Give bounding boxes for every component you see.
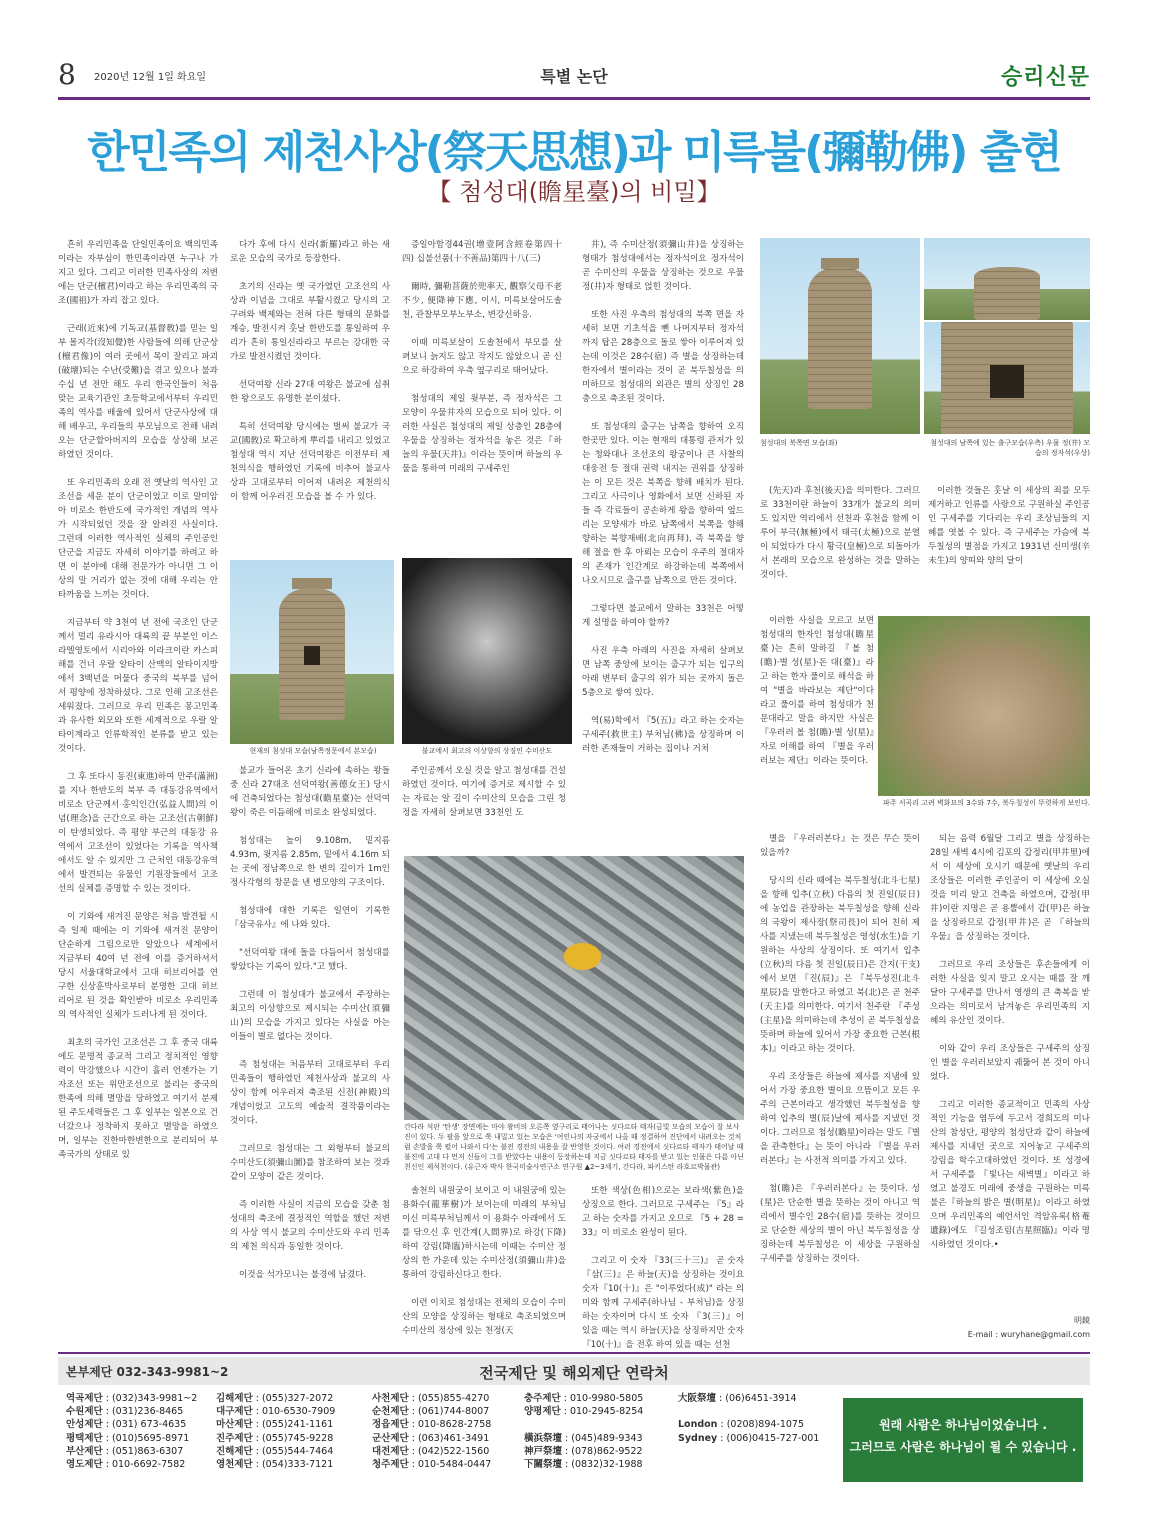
paragraph: 불교가 들어온 초기 신라에 속하는 왕들 중 신라 27대조 선덕여왕(善德女王) 당시에 건축되었다는 첨성대(瞻星臺)는 선덕여왕이 죽은 이듬해에 비로소 완성되었다. xyxy=(230,766,390,818)
cheomseongdae-top-photo xyxy=(924,238,1090,320)
paragraph: 선덕여왕 신라 27대 여왕은 불교에 심취한 왕으로도 유명한 분이셨다. xyxy=(230,380,390,404)
article-column-4-top xyxy=(582,238,744,844)
article-column-6-top xyxy=(928,484,1090,614)
directory-entry: 정읍제단 : 010-8628-2758 xyxy=(372,1419,492,1431)
paragraph: 그리고 이 숫자 『33(三十三)』 곧 숫자 『삼(三)』은 하늘(天)을 상징하는 것이요 숫자『10(十)』은 "이루었다(成)" 라는 의미와 함께 구세주(하나님 - 부처님)을 상징하는 숫자이며 다시 또 숫자 『3(三)』이 있을 때는 역시 하늘(天)을 상징하지만 숫자 『10(十)』을 전후 하여 있을 때는 선천 xyxy=(582,1256,744,1350)
article-headline: 한민족의 제천사상(祭天思想)과 미륵불(彌勒佛) 출현 xyxy=(87,127,1061,178)
paragraph: 그러므로 우리 조상들은 후손들에게 이러한 사실을 잊지 말고 오시는 때를 잘 깨달아 구세주를 만나서 영생의 큰 축복을 받으라는 의미로서 남겨놓은 우리민족의 지혜의 유산인 것이다. xyxy=(930,960,1090,1026)
paragraph: 이때 미륵보살이 도솔천에서 부모를 살펴보니 늙지도 않고 작지도 않았으니 곧 신으로 하강하여 우측 옆구리로 태어났다. xyxy=(402,338,562,376)
directory-entry xyxy=(678,1405,819,1418)
paragraph: 또 우리민족의 오래 전 옛날의 역사인 고조선을 세운 분이 단군이었고 이로 말미암아 비로소 한반도에 국가적인 개념의 역사가 시작되었던 것을 잘 알려진 사실이다. 그런데 이러한 역사적인 실체의 주인공인 단군을 지금도 자세히 이야기를 하려고 하면 이 분야에 대해 전문가가 아니면 그 이상의 말 거리가 없는 것에 대해 우리는 안타까움을 느끼는 것이다. xyxy=(58,478,218,600)
paragraph: 이와 같이 우리 조상들은 구세주의 상징인 별을 우러러보았지 궤뚫어 본 것이 아니었다. xyxy=(930,1044,1090,1082)
article-column-5-narrow xyxy=(760,614,874,824)
caption-sumisan: 불교에서 최고의 이상향의 상징인 수미산도 xyxy=(421,747,553,755)
directory-entry: 영천제단 : (054)333-7121 xyxy=(216,1459,334,1471)
slogan-line-2: 그러므로 사람은 하나님이 될 수 있습니다 . xyxy=(849,1440,1077,1454)
directory-entry: 神戸祭壇 : (078)862-9522 xyxy=(524,1445,643,1457)
directory-entry: 부산제단 : (051)863-6307 xyxy=(66,1445,184,1457)
bottom-rule xyxy=(58,1352,1090,1354)
paragraph: 역(易)학에서 『5(五)』라고 하는 숫자는 구세주(救世主) 부처님(佛)을 상징하며 이러한 존재들이 거하는 집이나 거처 xyxy=(582,716,744,754)
directory-entry: 역곡제단 : (032)343-9981~2 xyxy=(66,1393,198,1404)
paragraph: 그런데 이 첨성대가 불교에서 주장하는 최고의 이상향으로 제시되는 수미산(須彌山)의 모습을 가지고 있다는 사실을 아는 이들이 별로 없다는 것이다. xyxy=(230,990,390,1042)
paragraph: (先天)과 후천(後天)을 의미한다. 그러므로 33천이란 하늘이 33개가 불교의 의미도 있지만 역리에서 선천과 후천을 함께 이루어 부극(無極)에서 태극(太極)으로 분열이 되었다가 다시 황극(皇極)으로 되돌아가서 본래의 모습으로 완성하는 것을 말하는 것이다. xyxy=(760,486,920,580)
paragraph: 솔천의 내원궁이 보이고 이 내원궁에 있는 용화수(龍華樹)가 보이는데 미래의 부처님이신 미륵부처님께서 이 용화수 아래에서 도를 닦으신 후 인간계(人間界)로 하강(下降)하여 강림(降臨)하시는데 이때는 수미산 정상의 한 가운데 있는 수미산정(須彌山井)을 통하여 강림하신다고 한다. xyxy=(402,1186,566,1280)
paragraph: 지금부터 약 3천여 년 전에 국조인 단군께서 멀리 유라시아 대륙의 끝 부분인 이스라엘영토에서 시리아와 이라크이란 카스피해를 건너 우랄 알타이 산맥의 알타이지방에서 3백년을 머물다 중국의 북부를 넘어서 평양에 정착하셨다. 그로 인해 고조선은 세워졌다. 그러므로 우리 민족은 몽고민족과 유사한 외모와 또한 세계적으로 우랄 알타이계라고 인류학적인 분류를 받고 있는 것이다. xyxy=(58,618,218,754)
directory-entry: 마산제단 : (055)241-1161 xyxy=(216,1419,334,1431)
caption-current-cheomseongdae: 현재의 첨성대 모습(남쪽정문에서 본모습) xyxy=(249,747,377,755)
headquarters-phone: 본부제단 032-343-9981~2 xyxy=(66,1365,229,1379)
paragraph: 그리고 이러한 종교적이고 민족의 사상적인 기능을 염두에 두고서 경희도의 미나산의 참성단, 평양의 첨성단과 같이 하늘에 제사를 지내던 곳으로 지어놓고 구세주의 강림을 학수고대하였던 것이다. 또 성경에서 구세주를 『빛나는 새벽별』이라고 하였고 불경도 미래에 중생을 구원하는 미륵불은『하늘의 밝은 별(明星)』이라고 하였으며 우리민족의 예언서인 격암유록(格菴遺錄)에도 『길성조림(吉星照臨)』이라 명시하였던 것이다.• xyxy=(930,1100,1090,1250)
directory-column-4 xyxy=(524,1392,643,1471)
paragraph: "선덕여왕 대에 돌을 다듬어서 첨성대를 쌓았다는 기록이 있다."고 했다. xyxy=(230,948,390,972)
sumisan-diagram-image xyxy=(402,558,572,744)
paragraph: 井), 즉 수미산정(須彌山井)을 상징하는 형태가 첨성대에서는 정자석이요 정자석이 곧 수미산의 우물을 상징하는 것으로 우물 정(井)자 형태로 얹힌 것이다. xyxy=(582,240,744,292)
article-column-3-bottom xyxy=(402,1184,566,1344)
paragraph: 우리 조상들은 하늘에 제사를 지냄에 있어서 가장 중요한 별이요 으뜸이고 모든 우주의 근본이라고 생각했던 북두칠성을 향하여 입추의 별(辰)날에 제사를 지냈던 것이다. 그러므로 첨성(瞻星)이라는 말도『별을 관측한다』는 뜻이 아니라 『별을 우러러본다』는 사전적 의미를 가지고 있다. xyxy=(760,1072,920,1166)
paragraph: 즉 이러한 사실이 지금의 모습을 갖춘 첨성대의 축조에 결정적인 역할을 했던 저변의 사상 역시 불교의 수미산도와 우리 민족의 제천 의식과 동일한 것이다. xyxy=(230,1200,390,1252)
slogan-line-1: 원래 사람은 하나님이었습니다 . xyxy=(879,1418,1047,1432)
directory-entry: 수원제단 : (031)236-8465 xyxy=(66,1406,184,1418)
directory-entry: 진주제단 : (055)745-9228 xyxy=(216,1432,334,1444)
directory-entry: 대구제단 : 010-6530-7909 xyxy=(216,1406,336,1418)
directory-entry: 사천제단 : (055)855-4270 xyxy=(372,1393,490,1404)
article-column-3-top xyxy=(402,238,562,548)
directory-column-5 xyxy=(678,1392,819,1445)
directory-entry: 양평제단 : 010-2945-8254 xyxy=(524,1406,644,1418)
directory-entry: 김해제단 : (055)327-2072 xyxy=(216,1393,334,1404)
current-cheomseongdae-photo xyxy=(230,560,394,744)
page-number: 8 xyxy=(58,58,76,91)
paragraph: 또한 색상(色相)으로는 보라색(紫色)을 상징으로 한다. 그러므로 구세주는 『5』라고 하는 숫자를 가지고 오므로 『5 + 28 = 33』이 비로소 완성이 된다. xyxy=(582,1186,744,1238)
directory-entry: 청주제단 : 010-5484-0447 xyxy=(372,1459,492,1471)
paragraph: 이 기와에 새겨진 문양은 처음 발견될 시 즉 일제 때에는 이 기와에 새겨진 문양이 단순하게 그림으로만 알았으나 세계에서 지금부터 40여 년 전에 이를 증거하셔서 당시 서울대학교에서 고대 히브리어를 연구한 신상훈박사로부터 분명한 고대 히브리어로 된 것을 확인받아 비로소 우리민족의 역사적인 실체가 드러나게 된 것이다. xyxy=(58,912,218,1020)
directory-entry: 영도제단 : 010-6692-7582 xyxy=(66,1459,186,1471)
paragraph: 또한 사진 우측의 첨성대의 북쪽 면을 자세히 보면 기초석을 뺀 나머지부터 정자석까지 탑은 28층으로 돌로 쌓아 이루어져 있는데 이것은 28수(宿) 즉 별을 상징하는데 한자에서 별이라는 것이 곧 북두칠성을 의미하므로 첨성대의 외관은 별의 상징인 28층으로 축조된 것이다. xyxy=(582,310,744,404)
paragraph: 이것을 석가모니는 불경에 남겼다. xyxy=(239,1270,367,1280)
caption-south-gate: 첨성대의 남쪽에 있는 출구모습(우측) 우물 정(井) 모습의 정자석(우상) xyxy=(930,439,1090,457)
paragraph: 즉 첨성대는 처음부터 고대로부터 우리 민족들이 행하였던 제천사상과 불교의 사상이 함께 어우러져 축조된 신전(神殿)의 개념이었고 고도의 예술적 결작품이라는 것이다. xyxy=(230,1060,390,1126)
directory-entry: 下關祭壇 : (0832)32-1988 xyxy=(524,1459,643,1471)
article-column-1 xyxy=(58,238,218,1346)
author-name: 明鏡 xyxy=(1074,1316,1090,1325)
directory-entry: 평택제단 : (010)5695-8971 xyxy=(66,1432,190,1444)
article-column-4-bottom xyxy=(582,1184,744,1350)
cheomseongdae-gate-photo xyxy=(924,322,1090,434)
directory-entry: 군산제단 : (063)461-3491 xyxy=(372,1432,490,1444)
caption-stone-map: 파주 서곡리 고려 벽화묘의 3수와 7수, 북두칠성이 뚜렷하게 보인다. xyxy=(883,799,1090,807)
author-email: E-mail : wuryhane@gmail.com xyxy=(967,1330,1090,1339)
paragraph: 첨(瞻)은 『우러러본다』는 뜻이다. 성(星)은 단순한 별을 뜻하는 것이 아니고 역리에서 별수인 28수(宿)를 뜻하는 것이므로 단순한 세상의 별이 아닌 북두칠성을 상징하는데 북두칠성은 이 세상을 구원하실 구세주를 상징하는 것이다. xyxy=(760,1184,920,1264)
article-column-2-top xyxy=(230,238,390,556)
paragraph: 爾時, 彌勒菩薩於兜率天, 觀察父母不老不少, 便降神下應, 이시, 미륵보살어도솔천, 관찰부모부노부소, 변강신하응. xyxy=(402,282,562,320)
directory-entry: 진해제단 : (055)544-7464 xyxy=(216,1445,334,1457)
paragraph: 또 첨성대의 출구는 남쪽을 향하여 오직 한곳만 있다. 이는 현재의 대통령 관저가 있는 청와대나 조선조의 왕궁이나 큰 사찰의 대웅전 등 절대 권력 내지는 권위를 상징하는 이 모든 것은 북쪽을 향해 배치가 된다. 그리고 사극이나 영화에서 보면 신하된 자들 즉 각료들이 공손하게 왕을 향하여 엎드리는 모양새가 바로 남쪽에서 북쪽을 향해 향하는 북향재배(北向再拜), 즉 북쪽을 향해 절을 한 후 아뢰는 모습이 우주의 절대자의 존재가 인간계로 하강하는데 북쪽에서 나오시므로 출구를 남쪽으로 만든 것이다. xyxy=(582,422,744,586)
directory-entry: London : (0208)894-1075 xyxy=(678,1419,805,1431)
paragraph: 당시의 신라 때에는 북두칠성(北斗七星)을 향해 입추(立秋) 다음의 첫 진일(辰日)에 농업을 관장하는 북두칠성을 향해 신라의 국왕이 제사장(祭司長)이 되어 친히 제사를 지냈는데 북두칠성은 영성(水生)을 기원하는 사상의 상징이다. 또 여기서 입추(立秋)의 다음 첫 진일(辰日)은 간지(干支)에서 보면 『진(辰)』은 『북두성진(北斗星辰)을 말한다고 하였고 북(北)은 곧 천주(天主)를 의미한다. 여기서 천주란 『주성(主星)을 의미하는데 추성이 곧 북두칠성을 뜻하며 하늘에 있어서 가장 중요한 근본(根本)』이라고 하는 것이다. xyxy=(760,876,920,1054)
article-column-2-bottom xyxy=(230,764,390,1346)
directory-entry: 대전제단 : (042)522-1560 xyxy=(372,1445,490,1457)
paragraph: 첨성대는 높이 9.108m, 밑지름 4.93m, 윗지름 2.85m, 밑에서 4.16m 되는 곳에 정남쪽으로 한 변의 길이가 1m인 정사각형의 창문을 낸 병모양의 구조이다. xyxy=(230,836,390,888)
directory-entry: 안성제단 : (031) 673-4635 xyxy=(66,1419,187,1431)
newspaper-name: 승리신문 xyxy=(1000,65,1090,90)
article-column-5-bottom xyxy=(760,832,920,1302)
caption-north-face: 첨성대의 북쪽면 모습(좌) xyxy=(760,439,838,447)
directory-column-2 xyxy=(216,1392,335,1471)
paragraph: 근래(近來)에 기독교(基督敎)를 믿는 일부 몰지각(沒知覺)한 사람들에 의해 단군상(檀君像)이 여러 곳에서 목이 잘리고 파괴(破壞)되는 수난(受難)을 겪고 있으나 불과 수십 년 전만 해도 우리 한국인들이 처음 맞는 교육기관인 초등학교에서부터 우리민족의 역사를 배울에 있어서 단군사상에 대해 배우고, 우리들의 부모님으로 전해 내려오는 단군할아버지의 모습을 상상해 보곤 하였던 것이다. xyxy=(58,324,218,460)
paragraph: 최초의 국가인 고조선은 그 후 중국 대륙에도 문명적 종교적 그리고 정치적인 영향력이 막강했으나 시간이 흘러 언젠가는 기자조선 또는 위만조선으로 불리는 중국의 한족에 의해 멸망을 당하였고 여기서 분제된 주도세력들은 그 후 일부는 일본으로 건너갔으나 정착하지 못하고 멸망을 하였으며, 일부는 진한마한변한으로 분리되어 부족국가의 상태로 있 xyxy=(58,1038,218,1160)
paragraph: 첨성대에 대한 기록은 일연이 기록한『삼국유사』에 나와 있다. xyxy=(230,906,390,930)
paragraph: 그러므로 첨성대는 그 외형부터 불교의 수미산도(須彌山圖)를 참조하여 보는 것과 같이 모양이 같은 것이다. xyxy=(230,1144,390,1182)
paragraph: 별을 『우러러본다』는 것은 무슨 뜻이 있을까? xyxy=(760,834,920,858)
directory-entry xyxy=(524,1418,643,1431)
slogan-box xyxy=(843,1398,1083,1482)
directory-entry: 충주제단 : 010-9980-5805 xyxy=(524,1393,644,1404)
paragraph: 이러한 것들은 훗날 이 세상의 죄를 모두 제거하고 인류를 사랑으로 구원하실 주인공인 구세주를 기다리는 우리 조상님들의 지혜를 엿볼 수 있다. 즉 구세주는 가슴에 북두칠성의 별점을 가지고 1931년 신미생(辛未生)의 양띠와 양의 달이 xyxy=(928,486,1090,566)
paragraph: 이런 이치로 첨성대는 전체의 모습이 수미산의 모양을 상징하는 형태로 축조되었으며 수미산의 정상에 있는 천정(天 xyxy=(402,1298,566,1336)
gandhara-relief-photo xyxy=(404,856,744,1120)
masthead xyxy=(58,58,1090,98)
directory-column-3 xyxy=(372,1392,491,1471)
article-column-5-top xyxy=(760,484,920,614)
gold-figure xyxy=(564,943,601,969)
paragraph: 되는 음력 6월달 그리고 별을 상징하는 28일 새벽 4시에 김포의 갑정리(甲井里)에서 이 세상에 오시기 때문에 옛날의 우리 조상들은 이러한 주인공이 이 세상에 오실 것을 미리 알고 건축을 하였으며, 갑정(甲井)이란 지명은 곧 용뿔에서 갑(甲)은 하늘을 상징하므로 갑정(甲井)은 곧 『하늘의 우물』을 상징하는 것이다. xyxy=(930,834,1090,942)
stone-star-map-photo xyxy=(878,616,1090,796)
article-column-6-bottom xyxy=(930,832,1090,1262)
paragraph: 주인공께서 오실 것을 알고 첨성대를 건설하였던 것이다. 여기에 증거로 제시할 수 있는 자료는 알 길이 수미산의 모습을 그린 청정을 자세히 살펴보면 33천인 도 xyxy=(402,766,566,818)
directory-entry: Sydney : (006)0415-727-001 xyxy=(678,1432,820,1444)
directory-entry: 大阪祭壇 : (06)6451-3914 xyxy=(678,1393,797,1404)
bureau-header-bar xyxy=(58,1357,1090,1385)
paragraph: 그 후 또다시 동진(東進)하여 만주(滿洲)를 지나 한반도의 북부 즉 대동강유역에서 비로소 단군께서 홍익인간(弘益人間)의 이념(理念)을 근간으로 하는 고조선(古朝鮮)이 탄생되었다. 즉 평양 부근의 대동강 유역에서 고조선이 있었다는 기록을 역사책에서도 알 수 있지만 그 근처인 대동강유역에서 발견되는 유물인 기원장들에서 고조선의 실체를 증명할 수 있는 것이다. xyxy=(58,772,218,894)
issue-date: 2020년 12월 1일 화요일 xyxy=(94,72,207,83)
paragraph: 특히 선덕여왕 당시에는 벌써 불교가 국교(國敎)로 확고하게 뿌리를 내리고 있었고 첨성대 역시 지난 선덕여왕은 이전부터 제천의식을 행하였던 기록에 비추어 불교사상과 고대로부터 이어져 내려온 제천의식이 함께 어우러진 모습을 볼 수 가 있다. xyxy=(230,422,390,502)
paragraph: 증일아함경44권(增壹阿含經卷第四十四) 십불선품(十不善品)第四十八(三) xyxy=(402,240,562,264)
caption-gandhara: 간다라 석판 '탄생' 장면에는 마야 왕비의 오른쪽 옆구리로 태어나는 싯다르타 태자(금빛 모습의 모습이 잘 보사진이 있다. 두 팔을 앞으로 쭉 내밀고 있는 모습은 '여인나의 자궁에서 나올 때 정결하여 진단에서 내려오는 것처럼 손발을 쭉 펼어 나와서 다'는 불전 경전의 내용을 잘 반영한 것이다. 여러 경전에서 싯다르타 태자가 태어날 때 불진에 고대 다 먼저 신들이 그를 받았다는 내용이 등장하는데 지금 싯다르타 태자를 받고 있는 인물은 다름 아닌 천신인 제석천이다. (유근자 박사 한국미술사연구소 연구원 ▲2~3세기, 간다라, 파키스탄 라호르박물관) xyxy=(404,1123,744,1171)
paragraph: 그렇다면 불교에서 말하는 33천은 어떻게 설명을 하여야 할까? xyxy=(582,604,744,628)
article-column-3-middle xyxy=(402,764,566,848)
directory-entry: 순천제단 : (061)744-8007 xyxy=(372,1406,490,1418)
paragraph: 다가 후에 다시 신라(新羅)라고 하는 새로운 모습의 국가로 등장한다. xyxy=(230,240,390,264)
directory-entry: 橫浜祭壇 : (045)489-9343 xyxy=(524,1432,643,1444)
paragraph: 흔히 우리민족을 단일민족이요 백의민족이라는 자부심이 한민족이라면 누구나 가지고 있다. 그리고 이러한 민족사상의 저변에는 단군(檀君)이라고 하는 우리민족의 국조(國祖)가 자리 잡고 있다. xyxy=(58,240,218,306)
paragraph: 첨성대의 제일 윗부분, 즉 정자석은 그 모양이 우물井자의 모습으로 되어 있다. 이러한 사실은 첨성대의 제일 상층인 28층에 우물을 상징하는 정자석을 놓은 것은『하늘의 우물(天井)』이라는 뜻이며 하늘의 우물을 통하여 미래의 구세주인 xyxy=(402,394,562,474)
paragraph: 초기의 신라는 옛 국가였던 고조선의 사상과 이념을 그대로 부활시켰고 당시의 고구려와 백제와는 전혀 다른 형태의 문화를 계승, 발전시켜 훗날 한반도를 통일하여 우리가 흔히 통일신라라고 부르는 강대한 국가로 발전시켰던 것이다. xyxy=(230,282,390,362)
masthead-rule xyxy=(58,97,1090,100)
section-title: 특별 논단 xyxy=(540,67,608,86)
paragraph: 사진 우측 아래의 사진을 자세히 살펴보면 남쪽 중앙에 보이는 출구가 되는 입구의 아래 변부터 출구의 위가 되는 곳까지 돌은 5층으로 쌓여 있다. xyxy=(582,646,744,698)
cheomseongdae-north-photo xyxy=(760,238,920,434)
bureau-directory-title: 전국제단 및 해외제단 연락처 xyxy=(479,1364,669,1382)
paragraph: 이러한 사실을 모르고 보면 첨성대의 한자인 첨성대(瞻星臺)는 흔히 말하길 『볼 첨(瞻)·별 성(星)·돈 대(臺)』라고 하는 한자 풀이로 해석을 하여 "별을 바라보는 제단"이다 라고 풀이를 하여 첨성대가 천문대라고 말을 하지만 사실은 『우러러 볼 첨(瞻)·별 성(星)』자로 이해를 하여 『별을 우러러보는 제단』이라는 뜻이다. xyxy=(760,616,874,766)
article-subheading: 【 첨성대(瞻星臺)의 비밀】 xyxy=(427,178,721,206)
directory-column-1 xyxy=(66,1392,197,1471)
